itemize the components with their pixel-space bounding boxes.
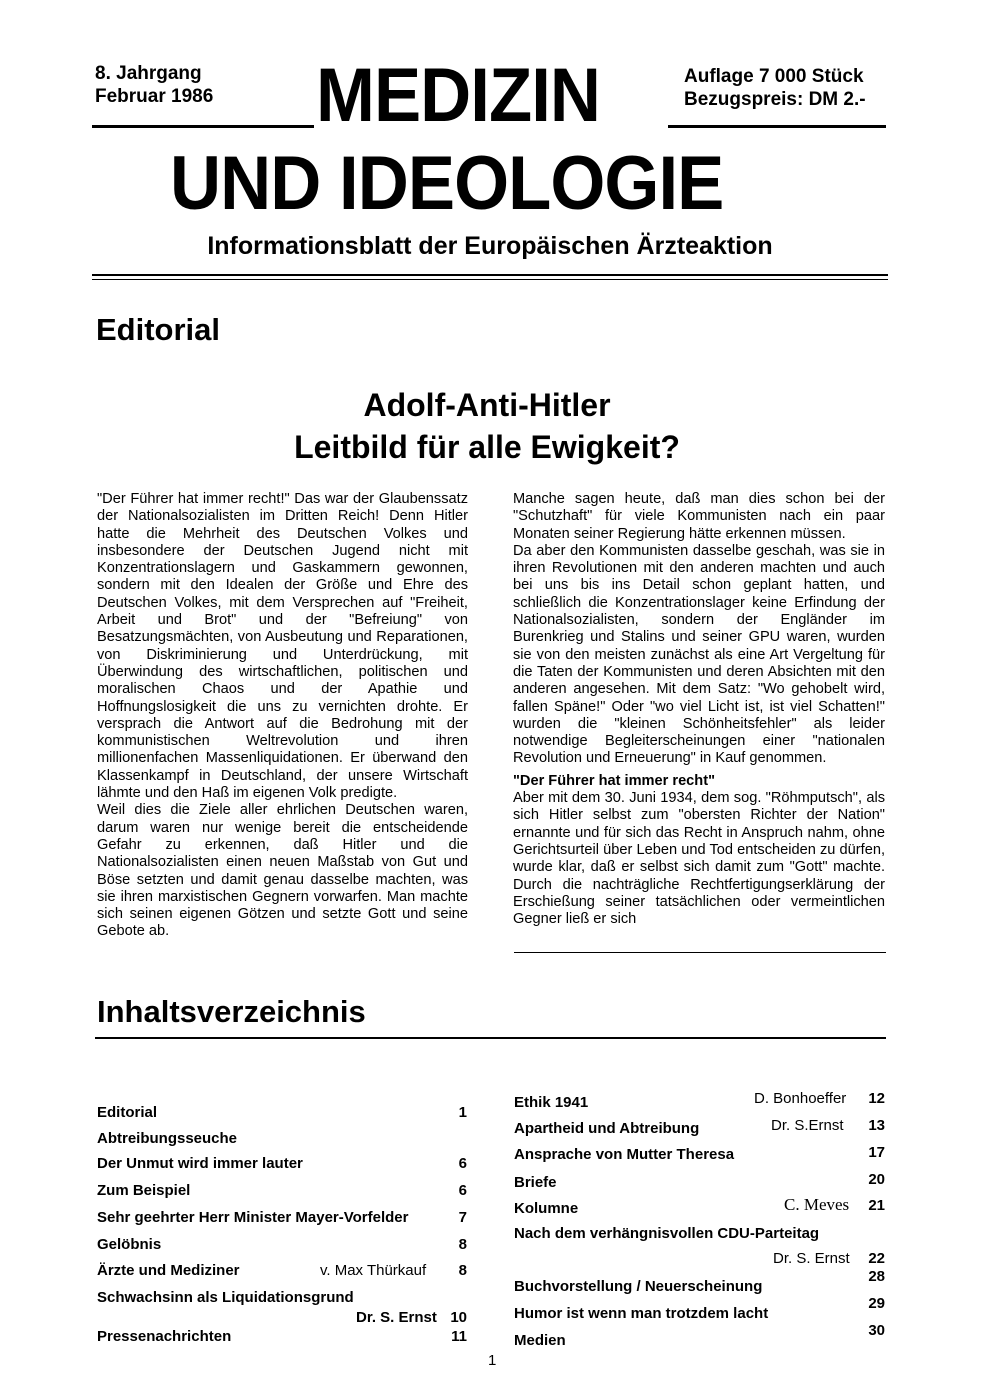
header-rule-top	[92, 274, 888, 276]
toc-entry-page: 6	[458, 1182, 467, 1199]
toc-entry-title[interactable]: Ethik 1941	[514, 1094, 589, 1111]
headline-line2: Leitbild für alle Ewigkeit?	[294, 429, 680, 465]
header-rule-bottom	[92, 279, 888, 280]
toc-entry-author: v. Max Thürkauf	[320, 1262, 427, 1279]
editorial-headline	[0, 384, 974, 468]
toc-entry-title[interactable]: Humor ist wenn man trotzdem lacht	[514, 1305, 769, 1322]
column-end-rule	[514, 952, 886, 953]
toc-entry-title[interactable]: Editorial	[97, 1104, 158, 1121]
toc-entry-title[interactable]: Schwachsinn als Liquidationsgrund	[97, 1289, 354, 1306]
toc-entry-page: 28	[868, 1268, 885, 1285]
headline-line1: Adolf-Anti-Hitler	[363, 387, 611, 423]
price-label: Bezugspreis: DM 2.-	[684, 89, 866, 110]
masthead-title-line2: UND IDEOLOGIE	[170, 141, 724, 226]
toc-entry-page: 6	[458, 1155, 467, 1172]
toc-entry-page: 11	[451, 1328, 467, 1345]
toc-entry-title[interactable]: Ärzte und Mediziner	[97, 1262, 240, 1279]
toc-entry-page: 30	[868, 1322, 885, 1339]
toc-entry-page: 7	[458, 1209, 467, 1226]
editorial-subheading: "Der Führer hat immer recht"	[513, 772, 715, 789]
subtitle-text: Informationsblatt der Europäischen Ärzteaktion	[207, 232, 773, 260]
toc-entry-author: Dr. S.Ernst	[771, 1117, 844, 1134]
toc-entry-page: 13	[868, 1117, 885, 1134]
toc-entry-title[interactable]: Sehr geehrter Herr Minister Mayer-Vorfelder	[97, 1209, 409, 1226]
editorial-column-2	[513, 491, 885, 928]
toc-entry-page: 1	[458, 1104, 467, 1121]
toc-entry-title[interactable]: Abtreibungsseuche	[97, 1130, 238, 1147]
editorial-column-1	[97, 491, 468, 941]
toc-section-title: Inhaltsverzeichnis	[97, 994, 366, 1029]
toc-entry-page: 20	[868, 1171, 885, 1188]
editorial-paragraph: Aber mit dem 30. Juni 1934, dem sog. "Röhmputsch", als sich Hitler selbst zum "obersten Richter der Nation" ernannte und für sich das Recht in Anspruch nahm, ohne Gerichtsurteil über Leben und Tod entscheiden zu dürfen, wurde klar, daß er selbst sich damit zum "Gott" machte. Durch die nachträgliche Rechtfertigungserklärung der Erschießung seiner tatsächlichen oder vermeintlichen Gegner ließ er sich	[513, 790, 885, 928]
toc-entry-title[interactable]: Der Unmut wird immer lauter	[97, 1155, 303, 1172]
toc-entry-title[interactable]: Apartheid und Abtreibung	[514, 1120, 700, 1137]
masthead-subtitle	[0, 231, 1000, 261]
toc-entry-author: D. Bonhoeffer	[754, 1090, 847, 1107]
toc-title-rule	[95, 1037, 886, 1039]
toc-entry-page: 10	[450, 1309, 467, 1326]
issue-date: Februar 1986	[95, 86, 214, 107]
toc-entry-title[interactable]: Zum Beispiel	[97, 1182, 191, 1199]
toc-entry-author: Dr. S. Ernst	[773, 1250, 850, 1267]
masthead-title-line1: MEDIZIN	[316, 53, 601, 138]
masthead-rule-left	[92, 125, 314, 128]
editorial-paragraph: Weil dies die Ziele aller ehrlichen Deutschen waren, darum waren nur wenige bereit die entscheidende Gefahr zu erkennen, daß Hitler und die Nationalsozialisten einen neuen Maßstab von Gut und Böse setzten und damit genau dasselbe machten, was sie ihren marxistischen Gegnern vorwarfen. Man machte sich seinen eigenen Götzen und setzte Gott und seine Gebote ab.	[97, 802, 468, 940]
toc-entry-title[interactable]: Briefe	[514, 1174, 557, 1191]
toc-entry-page: 29	[868, 1295, 885, 1312]
editorial-paragraph: Da aber den Kommunisten dasselbe geschah, was sie in ihren Revolutionen mit den anderen machten und auch bei uns bis ins Detail schon geplant hatten, und schließlich die Konzentrationslager keine Erfindung der Nationalsozialisten, sondern der Engländer im Burenkrieg und Stalins und seiner GPU waren, wurden sie von den meisten zunächst als eine Art Vergeltung für die Taten der Kommunisten und deren Absichten mit den anderen angesehen. Mit dem Satz: "Wo gehobelt wird, fallen Späne!" Oder "wo viel Licht ist, ist viel Schatten!" wurden die "kleinen Schönheitsfehler" als leider notwendige Begleiterscheinungen einer "nationalen Revolution und Erneuerung" in Kauf genommen.	[513, 542, 885, 767]
toc-entry-title[interactable]: Ansprache von Mutter Theresa	[514, 1146, 735, 1163]
masthead-rule-right	[668, 125, 886, 128]
editorial-paragraph: "Der Führer hat immer recht!" Das war der Glaubenssatz der Nationalsozialisten im Dritten Reich! Denn Hitler hatte die Mehrheit des Deutschen Volkes und insbesondere der Deutschen Jugend nicht mit Konzentrationslagern und Gaskammern gewonnen, sondern mit den Idealen der Größe und Ehre des Deutschen Volkes, mit dem Versprechen auf "Freiheit, Arbeit und Brot" und der "Befreiung" von Besatzungsmächten, von Ausbeutung und Reparationen, von Diskriminierung und Unterdrückung, mit Überwindung des wirtschaftlichen, politischen und moralischen Chaos und der Apathie und Hoffnungslosigkeit die uns zu vernichten drohte. Er versprach die Antwort auf die Bedrohung mit der kommunistischen Weltrevolution und ihren millionenfachen Massenliquidationen. Er überwand den Klassenkampf in Deutschland, der unsere Wirtschaft lähmte und den Haß im eigenen Volk predigte.	[97, 491, 468, 802]
toc-entry-author: C. Meves	[784, 1195, 850, 1214]
toc-entry-page: 17	[868, 1144, 885, 1161]
toc-entry-title[interactable]: Medien	[514, 1332, 566, 1349]
toc-entry-title[interactable]: Kolumne	[514, 1200, 579, 1217]
editorial-paragraph: Manche sagen heute, daß man dies schon bei der "Schutzhaft" für viele Kommunisten nach ein paar Monaten seiner Regierung hätte erkennen müssen.	[513, 491, 885, 542]
toc-entry-author: Dr. S. Ernst	[356, 1309, 437, 1326]
toc-entry-page: 21	[868, 1197, 885, 1214]
toc-entry-title[interactable]: Buchvorstellung / Neuerscheinung	[514, 1278, 763, 1295]
toc-entry-title[interactable]: Pressenachrichten	[97, 1328, 232, 1345]
page-number: 1	[488, 1352, 497, 1369]
volume-label: 8. Jahrgang	[95, 63, 202, 84]
editorial-section-title: Editorial	[96, 312, 221, 347]
toc-entry-page: 8	[458, 1262, 467, 1279]
toc-entry-page: 22	[868, 1250, 885, 1267]
toc-entry-page: 8	[458, 1236, 467, 1253]
toc-entry-title[interactable]: Nach dem verhängnisvollen CDU-Parteitag	[514, 1225, 820, 1242]
toc-entry-page: 12	[868, 1090, 885, 1107]
circulation-label: Auflage 7 000 Stück	[684, 66, 864, 87]
toc-entry-title[interactable]: Gelöbnis	[97, 1236, 162, 1253]
